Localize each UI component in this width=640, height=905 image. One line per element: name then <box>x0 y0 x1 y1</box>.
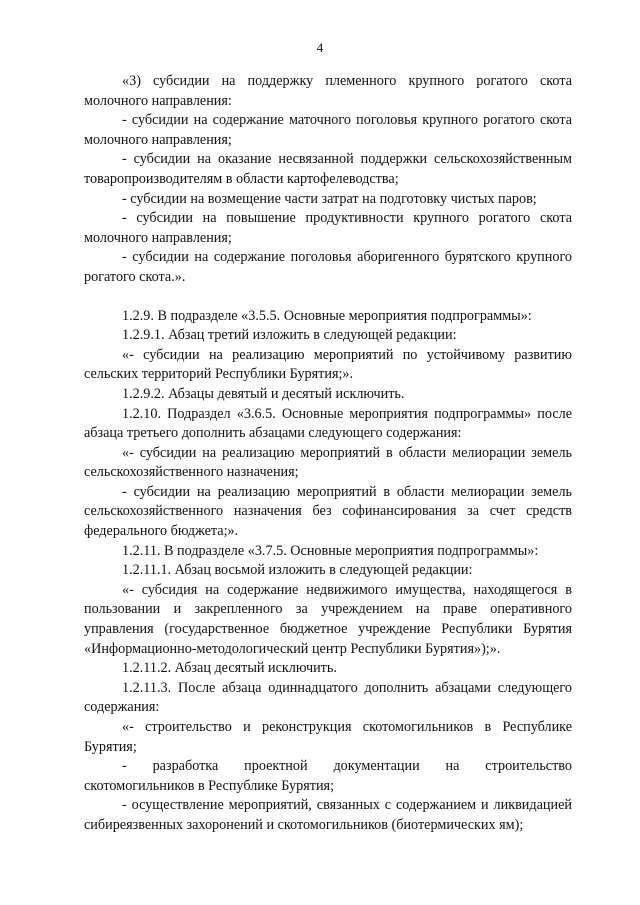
paragraph: 1.2.9.1. Абзац третий изложить в следующей редакции: <box>122 327 457 344</box>
paragraph: 1.2.11. В подразделе «3.7.5. Основные мероприятия подпрограммы»: <box>122 542 539 559</box>
paragraph: - субсидии на повышение продуктивности крупного рогатого скота молочного направления; <box>84 210 572 246</box>
paragraph: - субсидии на возмещение части затрат на подготовку чистых паров; <box>122 190 537 207</box>
paragraph: 1.2.11.2. Абзац десятый исключить. <box>122 660 337 677</box>
paragraph: 1.2.11.1. Абзац восьмой изложить в следующей редакции: <box>122 562 473 579</box>
paragraph: «3) субсидии на поддержку племенного крупного рогатого скота молочного направления: <box>84 73 572 109</box>
paragraph: 1.2.9. В подразделе «3.5.5. Основные мероприятия подпрограммы»: <box>122 307 532 324</box>
paragraph: - субсидии на реализацию мероприятий в области мелиорации земель сельскохозяйственного назначения без софинансирования за счет средств федерального бюджета;». <box>84 483 572 540</box>
document-body <box>84 72 572 836</box>
paragraph: - разработка проектной документации на строительство скотомогильников в Республике Бурятия; <box>84 758 572 794</box>
paragraph: - субсидии на содержание поголовья аборигенного бурятского крупного рогатого скота.». <box>84 249 572 285</box>
paragraph: 1.2.10. Подраздел «3.6.5. Основные мероприятия подпрограммы» после абзаца третьего дополнить абзацами следующего содержания: <box>84 405 572 442</box>
page-number: 4 <box>316 40 324 55</box>
paragraph: «- строительство и реконструкция скотомогильников в Республике Бурятия; <box>84 719 572 755</box>
paragraph: 1.2.11.3. После абзаца одиннадцатого дополнить абзацами следующего содержания: <box>84 679 572 716</box>
paragraph: «- субсидии на реализацию мероприятий в области мелиорации земель сельскохозяйственного назначения; <box>84 444 572 481</box>
paragraph: - субсидии на оказание несвязанной поддержки сельскохозяйственным товаропроизводителям в области картофелеводства; <box>84 151 572 187</box>
paragraph: 1.2.9.2. Абзацы девятый и десятый исключить. <box>122 385 405 402</box>
paragraph: - осуществление мероприятий, связанных с содержанием и ликвидацией сибиреязвенных захоронений и скотомогильников (биотермических ям); <box>84 797 572 833</box>
paragraph: «- субсидия на содержание недвижимого имущества, находящегося в пользовании и закрепленного за учреждением на праве оперативного управления (государственное бюджетное учреждение Республики Бурятия «Информационно-методологический центр Республики Бурятия»);». <box>84 581 572 657</box>
paragraph: «- субсидии на реализацию мероприятий по устойчивому развитию сельских территорий Республики Бурятия;». <box>84 346 572 383</box>
paragraph: - субсидии на содержание маточного поголовья крупного рогатого скота молочного направления; <box>84 112 572 148</box>
